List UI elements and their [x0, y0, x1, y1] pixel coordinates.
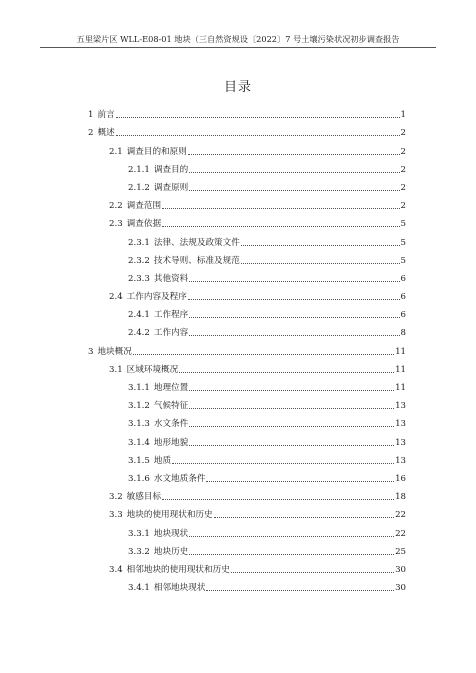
toc-entry-number: 2.1 — [109, 146, 123, 157]
toc-entry-page: 18 — [395, 492, 406, 503]
toc-entry-number: 3.1.1 — [128, 383, 150, 393]
dot-leader — [189, 172, 399, 173]
toc-entry-number: 2.2 — [109, 201, 123, 212]
toc-entry-page: 6 — [400, 292, 406, 303]
toc-entry-page: 11 — [395, 346, 406, 357]
dot-leader — [162, 208, 399, 209]
dot-leader — [214, 517, 394, 518]
toc-entry-page: 2 — [400, 164, 406, 175]
dot-leader — [189, 390, 394, 391]
toc-entry[interactable] — [88, 393, 406, 411]
toc-entry-label: 地理位置 — [153, 383, 189, 393]
toc-entry-label: 敏感目标 — [126, 492, 162, 503]
dot-leader — [189, 408, 394, 409]
toc-entry-number: 3.1.3 — [128, 419, 150, 430]
toc-entry-label: 工作内容及程序 — [126, 292, 187, 303]
toc-entry-page: 13 — [395, 401, 406, 412]
toc-entry-number: 1 — [88, 110, 94, 121]
toc-entry-label: 调查原则 — [153, 182, 189, 193]
toc-entry-label: 调查目的 — [153, 164, 189, 175]
toc-entry[interactable] — [88, 375, 406, 393]
toc-entry[interactable] — [88, 102, 406, 120]
toc-entry-page: 13 — [395, 419, 406, 430]
toc-entry-page: 6 — [400, 310, 406, 321]
toc-entry-label: 地块的使用现状和历史 — [126, 510, 213, 521]
toc-entry-label: 地形地貌 — [153, 437, 189, 448]
toc-entry-number: 3.2 — [109, 492, 123, 503]
dot-leader — [241, 245, 400, 246]
toc-entry-page: 5 — [400, 219, 406, 230]
toc-entry-number: 2.3.2 — [128, 255, 150, 266]
toc-entry[interactable] — [88, 248, 406, 266]
toc-entry[interactable] — [88, 138, 406, 156]
toc-entry-number: 3.1 — [109, 364, 123, 375]
toc-entry-number: 3.1.2 — [128, 401, 150, 412]
toc-entry-page: 2 — [400, 201, 406, 212]
toc-entry[interactable] — [88, 120, 406, 138]
dot-leader — [206, 481, 394, 482]
toc-entry-number: 2.4.2 — [128, 328, 150, 339]
toc-entry[interactable] — [88, 575, 406, 593]
toc-entry-label: 工作程序 — [153, 310, 189, 321]
toc-entry-label: 水文地质条件 — [153, 473, 206, 484]
toc-entry[interactable] — [88, 411, 406, 429]
toc-entry-page: 2 — [400, 128, 406, 139]
toc-entry[interactable] — [88, 466, 406, 484]
dot-leader — [189, 445, 394, 446]
toc-entry-page: 13 — [395, 437, 406, 448]
toc-entry-label: 工作内容 — [153, 328, 189, 339]
dot-leader — [188, 154, 400, 155]
toc-entry-label: 相邻地块的使用现状和历史 — [126, 564, 230, 575]
toc-entry-number: 2.3.3 — [128, 273, 150, 284]
dot-leader — [189, 554, 394, 555]
toc-entry-label: 其他资料 — [153, 273, 189, 284]
toc-entry-page: 22 — [395, 510, 406, 521]
toc-entry-label: 地块现状 — [153, 528, 189, 539]
toc-entry[interactable] — [88, 302, 406, 320]
toc-entry-page: 2 — [400, 146, 406, 157]
toc-entry-number: 3.4 — [109, 564, 123, 575]
toc-entry-number: 2.3.1 — [128, 237, 150, 248]
toc-entry-page: 11 — [395, 383, 406, 393]
toc-entry-page: 30 — [395, 583, 406, 594]
toc-entry[interactable] — [88, 175, 406, 193]
toc-entry[interactable] — [88, 157, 406, 175]
toc-entry[interactable] — [88, 357, 406, 375]
toc-entry-page: 8 — [400, 328, 406, 339]
toc-entry[interactable] — [88, 229, 406, 247]
toc-entry-label: 地质 — [153, 455, 172, 466]
toc-entry-page: 1 — [400, 110, 406, 121]
toc-entry[interactable] — [88, 266, 406, 284]
dot-leader — [206, 590, 394, 591]
toc-entry-number: 3.3 — [109, 510, 123, 521]
toc-entry-page: 25 — [395, 546, 406, 557]
dot-leader — [116, 135, 400, 136]
toc-entry-label: 调查范围 — [126, 201, 162, 212]
toc-entry-number: 2.1.2 — [128, 182, 150, 193]
toc-entry-label: 水文条件 — [153, 419, 189, 430]
dot-leader — [116, 117, 400, 118]
toc-entry-page: 30 — [395, 564, 406, 575]
toc-entry-number: 2.4.1 — [128, 310, 150, 321]
header-rule — [40, 47, 436, 48]
toc-entry[interactable] — [88, 429, 406, 447]
toc-entry[interactable] — [88, 539, 406, 557]
toc-entry-number: 3.1.6 — [128, 473, 150, 484]
toc-entry-number: 3 — [88, 346, 94, 357]
toc-entry[interactable] — [88, 193, 406, 211]
dot-leader — [231, 572, 394, 573]
toc-entry[interactable] — [88, 520, 406, 538]
toc-entry-label: 区域环境概况 — [126, 364, 179, 375]
toc-entry-number: 2.1.1 — [128, 164, 150, 175]
dot-leader — [162, 499, 394, 500]
dot-leader — [189, 426, 394, 427]
dot-leader — [188, 299, 400, 300]
toc-entry-label: 前言 — [97, 110, 115, 121]
toc-entry-page: 16 — [395, 473, 406, 484]
toc-entry-number: 2 — [88, 128, 94, 139]
toc-entry-label: 相邻地块现状 — [153, 583, 206, 594]
dot-leader — [189, 281, 399, 282]
dot-leader — [189, 536, 394, 537]
dot-leader — [162, 226, 399, 227]
dot-leader — [241, 263, 400, 264]
toc-entry-number: 3.3.2 — [128, 546, 150, 557]
toc-entry[interactable] — [88, 320, 406, 338]
toc-entry-number: 3.4.1 — [128, 583, 150, 594]
toc-entry-page: 6 — [400, 273, 406, 284]
toc-entry[interactable] — [88, 484, 406, 502]
toc-entry-label: 气候特征 — [153, 401, 189, 412]
dot-leader — [172, 463, 394, 464]
running-header: 五里梁片区 WLL-E08-01 地块（三自然资规设〔2022〕7 号土壤污染状况初步调查报告 — [76, 34, 400, 44]
toc-entry-label: 技术导则、标准及规范 — [153, 255, 240, 266]
toc-entry-page: 13 — [395, 455, 406, 466]
toc-entry-label: 法律、法规及政策文件 — [153, 237, 240, 248]
toc-entry-page: 5 — [400, 255, 406, 266]
toc-entry-number: 2.4 — [109, 292, 123, 303]
dot-leader — [179, 372, 394, 373]
toc-entry-number: 2.3 — [109, 219, 123, 230]
toc-entry-page: 5 — [400, 237, 406, 248]
toc-entry[interactable] — [88, 448, 406, 466]
dot-leader — [133, 354, 394, 355]
toc-entry-label: 调查目的和原则 — [126, 146, 187, 157]
dot-leader — [189, 335, 399, 336]
toc-entry[interactable] — [88, 211, 406, 229]
toc-entry-label: 地块概况 — [97, 346, 132, 357]
toc-entry-number: 3.1.5 — [128, 455, 150, 466]
table-of-contents — [88, 102, 406, 593]
toc-entry[interactable] — [88, 284, 406, 302]
toc-entry-page: 2 — [400, 182, 406, 193]
toc-entry[interactable] — [88, 557, 406, 575]
toc-entry[interactable] — [88, 338, 406, 356]
toc-entry-page: 22 — [395, 528, 406, 539]
toc-entry-label: 地块历史 — [153, 546, 189, 557]
toc-entry-page: 11 — [395, 364, 406, 375]
dot-leader — [189, 190, 399, 191]
toc-entry[interactable] — [88, 502, 406, 520]
toc-entry-label: 概述 — [97, 128, 115, 139]
toc-entry-number: 3.3.1 — [128, 528, 150, 539]
dot-leader — [189, 317, 399, 318]
toc-entry-label: 调查依据 — [126, 219, 162, 230]
toc-entry-number: 3.1.4 — [128, 437, 150, 448]
toc-title: 目录 — [223, 80, 252, 95]
